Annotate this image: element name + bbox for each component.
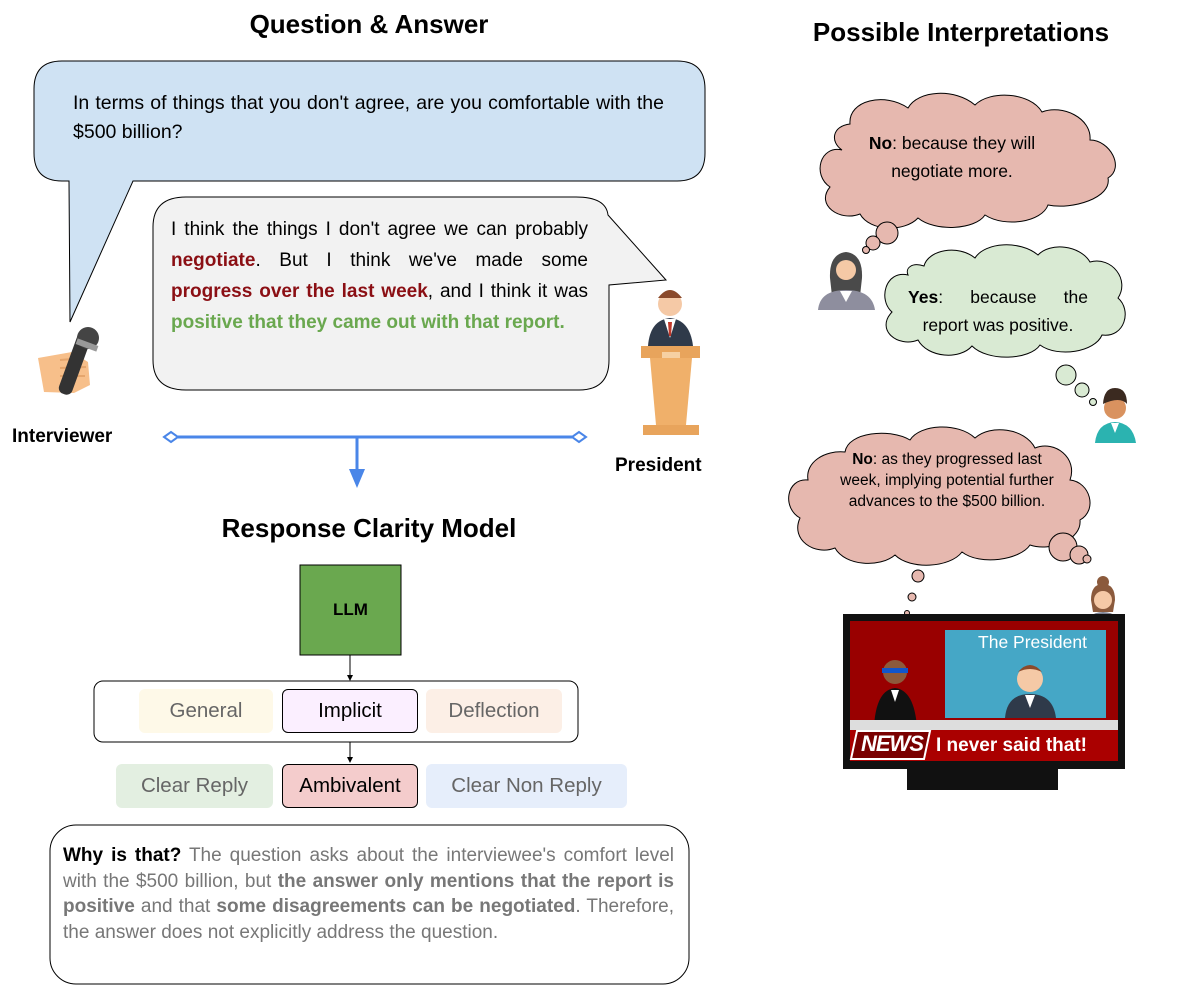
chip-clear-reply: Clear Reply (116, 764, 273, 808)
explanation-t2: and that (134, 896, 217, 917)
interpretation-2-rest: : because the report was positive. (922, 287, 1088, 335)
explanation-b2: some disagreements can be negotiated (216, 896, 576, 917)
woman-avatar-icon (818, 252, 875, 310)
interpretation-1-verdict: No (868, 133, 893, 153)
tv-ticker: I never said that! (936, 735, 1087, 756)
interpretation-1-rest: : because they will negotiate more. (891, 133, 1036, 181)
chip-general: General (139, 689, 273, 733)
microphone-hand-icon (38, 327, 99, 396)
model-title: Response Clarity Model (221, 513, 517, 543)
answer-highlight-negotiate: negotiate (171, 250, 256, 271)
explanation-t3: . Therefore, the answer does not explicitly address the question. (63, 896, 674, 943)
president-label: President (615, 455, 702, 476)
answer-part1: I think the things I don't agree we can probably (171, 219, 588, 240)
chip-deflection: Deflection (426, 689, 562, 733)
answer-text (171, 214, 588, 338)
man-avatar-icon (1095, 388, 1136, 443)
explanation-t1: The question asks about the interviewee's comfort level with the $500 billion, but (63, 845, 674, 892)
explanation-text (63, 843, 674, 945)
interpretation-3-verdict: No (852, 451, 873, 468)
tv-screen-title: The President (978, 632, 1087, 652)
interviewer-label: Interviewer (12, 426, 113, 447)
interpretation-1-text (861, 129, 1043, 185)
interpretation-3-text (836, 449, 1058, 512)
llm-label: LLM (333, 600, 368, 619)
question-text: In terms of things that you don't agree, are you comfortable with the $500 billion? (73, 92, 664, 143)
answer-part2: . But I think we've made some (255, 250, 588, 271)
chip-ambivalent: Ambivalent (282, 764, 418, 808)
president-podium-icon (641, 290, 700, 435)
qa-title: Question & Answer (249, 9, 489, 39)
chip-implicit: Implicit (282, 689, 418, 733)
interpretation-2-verdict: Yes (908, 287, 939, 307)
answer-part3: , and I think it was (427, 281, 589, 302)
interpretation-3-rest: : as they progressed last week, implying potential further advances to the $500 billion. (840, 451, 1054, 510)
answer-highlight-progress: progress over the last week (171, 281, 428, 302)
interpretations-title: Possible Interpretations (812, 17, 1110, 47)
explanation-lead: Why is that? (63, 845, 182, 866)
connector-arrow (164, 432, 586, 488)
chip-clear-non-reply: Clear Non Reply (426, 764, 627, 808)
interpretation-2-text (908, 283, 1088, 339)
tv-news-logo: NEWS (861, 731, 923, 756)
answer-highlight-positive: positive that they came out with that report. (171, 312, 565, 333)
explanation-b1: the answer only mentions that the report is positive (63, 870, 674, 917)
